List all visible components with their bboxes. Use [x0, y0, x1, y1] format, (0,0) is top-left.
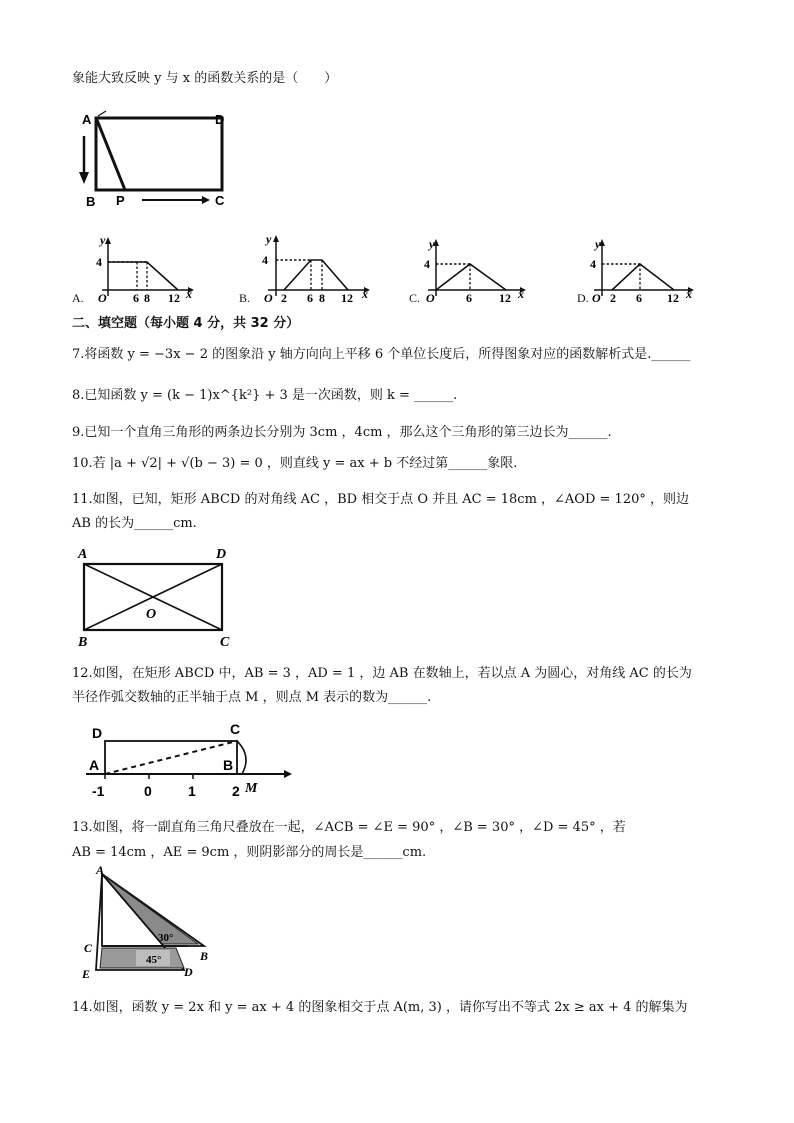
- option-a-tick-8: 8: [144, 291, 150, 304]
- question-12-line1: 12.如图，在矩形 ABCD 中，AB = 3 ，AD = 1 ，边 AB 在数轴上，若以点 A 为圆心，对角线 AC 的长为: [72, 666, 692, 681]
- q11-label-d: D: [216, 547, 227, 562]
- q11-label-b: B: [78, 635, 88, 650]
- option-b-tick-6: 6: [307, 291, 313, 304]
- question-7: 7.将函数 y = −3x − 2 的图象沿 y 轴方向向上平移 6 个单位长度后，所得图象对应的函数解析式是.______: [72, 347, 691, 362]
- q6-label-d: D: [215, 112, 225, 127]
- option-d-tick-12: 12: [667, 291, 679, 304]
- option-d-xlab: x: [686, 287, 692, 301]
- q6-label-c: C: [215, 193, 225, 208]
- option-a-tick-o: O: [98, 291, 107, 304]
- option-a-letter[interactable]: A.: [72, 291, 84, 305]
- question-11-line1: 11.如图，已知，矩形 ABCD 的对角线 AC ，BD 相交于点 O 并且 AC = 18cm ，∠AOD = 120° ，则边: [72, 492, 689, 507]
- option-b-graph[interactable]: [256, 232, 374, 304]
- option-a-tick-6: 6: [133, 291, 139, 304]
- q6-label-b: B: [86, 194, 96, 209]
- question-14: 14.如图，函数 y = 2x 和 y = ax + 4 的图象相交于点 A(m, 3) ，请你写出不等式 2x ≥ ax + 4 的解集为: [72, 1000, 688, 1015]
- option-b-tick-8: 8: [319, 291, 325, 304]
- option-d-ylab: y: [595, 237, 601, 251]
- q6-label-a: A: [82, 112, 92, 127]
- question-13-line2: AB = 14cm ，AE = 9cm ，则阴影部分的周长是______cm.: [72, 845, 427, 860]
- question-12-line2: 半径作弧交数轴的正半轴于点 M ，则点 M 表示的数为______.: [72, 690, 432, 705]
- option-d-tick-o: O: [592, 291, 601, 304]
- q11-label-c: C: [220, 635, 230, 650]
- question-8: 8.已知函数 y = (k − 1)x^{k²} + 3 是一次函数，则 k = ______.: [72, 388, 458, 403]
- q11-figure: [74, 542, 244, 652]
- option-b-yval: 4: [262, 253, 268, 267]
- q12-tick-2: 2: [232, 783, 240, 799]
- option-a-graph[interactable]: [90, 232, 196, 304]
- option-d-graph[interactable]: [588, 236, 698, 304]
- option-a-yval: 4: [96, 255, 102, 269]
- q6-label-p: P: [116, 193, 125, 208]
- option-d-tick-6: 6: [636, 291, 642, 304]
- q12-figure: [80, 716, 300, 800]
- question-13-line1: 13.如图，将一副直角三角尺叠放在一起，∠ACB = ∠E = 90° ，∠B = 30° ，∠D = 45° ，若: [72, 820, 626, 835]
- q6-figure: [76, 108, 236, 210]
- q12-label-d: D: [92, 725, 103, 741]
- q11-label-a: A: [78, 547, 88, 562]
- question-10: 10.若 |a + √2| + √(b − 3) = 0 ，则直线 y = ax + b 不经过第______象限.: [72, 456, 518, 471]
- q12-tick-0: 0: [144, 783, 152, 799]
- q13-label-c: C: [84, 941, 93, 955]
- q13-figure: [78, 864, 218, 986]
- option-a-xlab: x: [186, 287, 192, 301]
- question-11-line2: AB 的长为______cm.: [72, 516, 197, 531]
- q13-label-e: E: [82, 967, 91, 981]
- option-a-ylab: y: [100, 233, 106, 247]
- q12-label-b: B: [223, 757, 234, 773]
- q13-angle-30: 30°: [158, 932, 174, 944]
- question-9: 9.已知一个直角三角形的两条边长分别为 3cm ，4cm ，那么这个三角形的第三边长为______.: [72, 425, 612, 440]
- option-b-tick-o: O: [264, 291, 273, 304]
- q12-tick-1: 1: [188, 783, 196, 799]
- q13-angle-45: 45°: [146, 954, 162, 966]
- option-d-yval: 4: [590, 257, 596, 271]
- option-c-ylab: y: [429, 237, 435, 251]
- q6-text: 象能大致反映 y 与 x 的函数关系的是（ ）: [72, 71, 338, 86]
- option-d-letter[interactable]: D.: [577, 291, 589, 305]
- q12-tick-neg1: -1: [92, 783, 105, 799]
- option-d-tick-2: 2: [610, 291, 616, 304]
- option-c-xlab: x: [518, 287, 524, 301]
- option-c-graph[interactable]: [422, 236, 530, 304]
- option-c-letter[interactable]: C.: [409, 291, 421, 305]
- q12-label-m: M: [245, 781, 258, 796]
- q13-label-a: A: [96, 864, 105, 877]
- option-c-tick-6: 6: [466, 291, 472, 304]
- option-c-tick-12: 12: [499, 291, 511, 304]
- section-title: 二、填空题（每小题 4 分，共 32 分）: [72, 316, 300, 331]
- option-b-xlab: x: [362, 287, 368, 301]
- option-b-ylab: y: [266, 232, 272, 246]
- q13-label-b: B: [200, 949, 209, 963]
- q12-label-a: A: [89, 757, 100, 773]
- option-c-yval: 4: [424, 257, 430, 271]
- q13-label-d: D: [184, 965, 193, 979]
- q11-label-o: O: [146, 607, 157, 622]
- option-a-tick-12: 12: [168, 291, 180, 304]
- option-b-tick-12: 12: [341, 291, 353, 304]
- q12-label-c: C: [230, 721, 241, 737]
- option-b-tick-2: 2: [281, 291, 287, 304]
- option-b-letter[interactable]: B.: [239, 291, 251, 305]
- option-c-tick-o: O: [426, 291, 435, 304]
